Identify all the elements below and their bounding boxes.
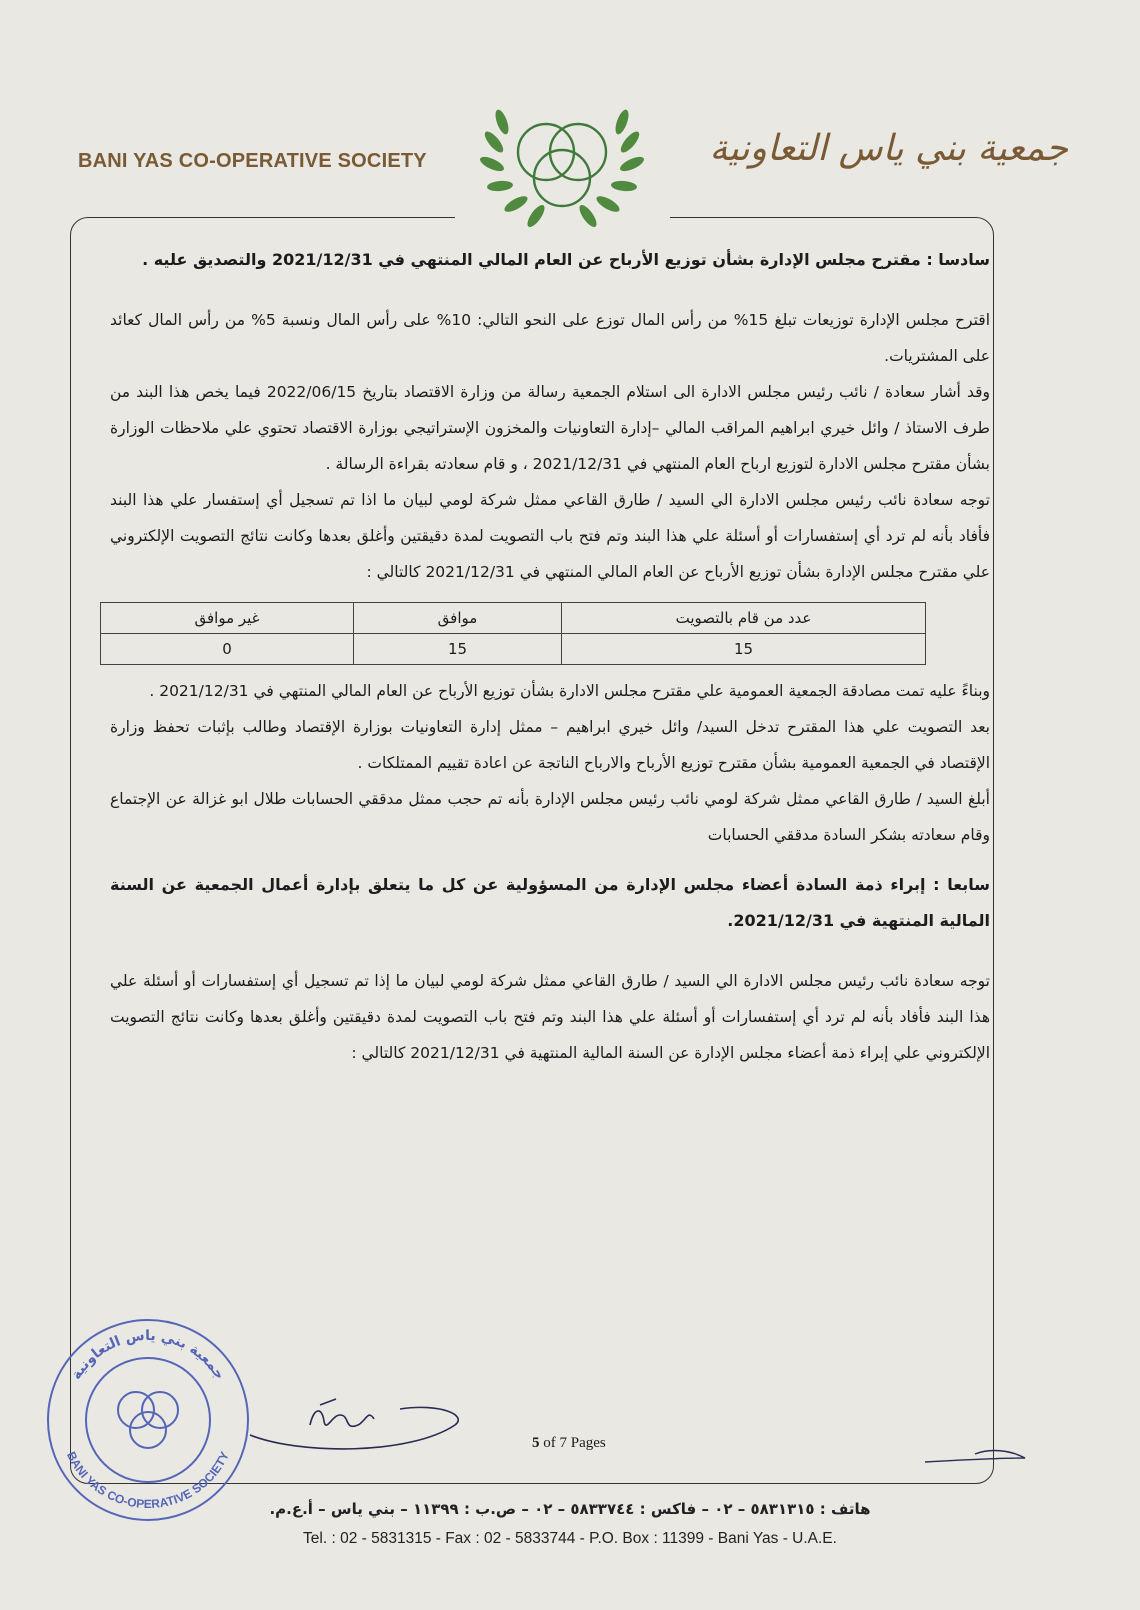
society-stamp — [38, 1310, 258, 1530]
table-cell: 0 — [101, 634, 354, 665]
page-total: of 7 Pages — [539, 1435, 606, 1451]
stamp-text-en: BANI YAS CO-OPERATIVE SOCIETY — [64, 1449, 232, 1512]
stamp-text-ar: جمعية بني ياس التعاونية — [68, 1327, 228, 1383]
section6-paragraph-2: وقد أشار سعادة / نائب رئيس مجلس الادارة الى استلام الجمعية رسالة من وزارة الاقتصاد بتاريخ 2022/06/15 فيما يخص هذا البند من طرف الاستاذ / وائل خيري ابراهيم المراقب المالي –إدارة التعاونيات والمخزون الإستراتيجي بوزارة الاقتصاد تحتوي علي ملاحظات الوزارة بشأن مقترح مجلس الادارة لتوزيع ارباح العام المنتهي في 2021/12/31 ، و قام سعادته بقراءة الرسالة . — [110, 383, 990, 473]
section6-paragraph-6: أبلغ السيد / طارق القاعي ممثل شركة لومي نائب رئيس مجلس الإدارة بأنه تم حجب ممثل مدققي الحسابات طلال ابو غزالة عن الإجتماع وقام سعادته بشكر السادة مدققي الحسابات — [110, 790, 990, 844]
footer-contact-ar: هاتف : ٥٨٣١٣١٥ – ٠٢ – فاكس : ٥٨٣٣٧٤٤ – ٠٢ – ص.ب : ١١٣٩٩ – بني ياس – أ.ع.م. — [269, 1500, 871, 1518]
header-name-ar: جمعية بني ياس التعاونية — [709, 128, 1068, 169]
signature-mark — [240, 1385, 470, 1455]
section6-paragraph-5: بعد التصويت علي هذا المقترح تدخل السيد/ وائل خيري ابراهيم – ممثل إدارة التعاونيات بوزارة الإقتصاد وطالب بإثبات تحفظ وزارة الإقتصاد في الجمعية العمومية بشأن مقترح توزيع الأرباح والارباح الناتجة عن اعادة تقييم الممتلكات . — [110, 718, 990, 772]
table-cell: 15 — [562, 634, 926, 665]
header-name-en: BANI YAS CO-OPERATIVE SOCIETY — [78, 150, 427, 172]
table-row — [101, 634, 926, 665]
table-cell: 15 — [354, 634, 562, 665]
section6-paragraph-1: اقترح مجلس الإدارة توزيعات تبلغ 15% من رأس المال توزع على النحو التالي: 10% على رأس المال ونسبة 5% من رأس المال كعائد على المشتريات. — [110, 311, 990, 365]
page-number — [532, 1435, 606, 1452]
initials-mark — [920, 1440, 1030, 1470]
section6-paragraph-4: وبناءً عليه تمت مصادقة الجمعية العمومية علي مقترح مجلس الادارة بشأن توزيع الأرباح عن العام المالي المنتهي في 2021/12/31 . — [149, 682, 990, 700]
wreath-rings-logo — [462, 92, 662, 232]
table-header-cell: عدد من قام بالتصويت — [562, 603, 926, 634]
footer-contact-en: Tel. : 02 - 5831315 - Fax : 02 - 5833744 - P.O. Box : 11399 - Bani Yas - U.A.E. — [303, 1530, 837, 1547]
votes-table — [100, 602, 926, 665]
section6-title: سادسا : مقترح مجلس الإدارة بشأن توزيع الأرباح عن العام المالي المنتهي في 2021/12/31 والتصديق عليه . — [142, 250, 990, 269]
section7-paragraph-1: توجه سعادة نائب رئيس مجلس الادارة الي السيد / طارق القاعي ممثل شركة لومي لبيان ما إذا تم تسجيل أي إستفسارات أو أسئلة علي هذا البند فأفاد بأنه لم ترد أي إستفسارات أو أسئلة علي هذا البند وتم فتح باب التصويت لمدة دقيقتين وأغلق بعدها وكانت نتائج التصويت الإلكتروني علي إبراء ذمة أعضاء مجلس الإدارة عن السنة المالية المنتهية في 2021/12/31 كالتالي : — [110, 972, 990, 1062]
document-body — [110, 242, 990, 1071]
page-current: 5 — [532, 1435, 540, 1451]
table-header-row — [101, 603, 926, 634]
section6-paragraph-3: توجه سعادة نائب رئيس مجلس الادارة الي السيد / طارق القاعي ممثل شركة لومي لبيان ما اذا تم تسجيل أي إستفسار علي هذا البند فأفاد بأنه لم ترد أي إستفسارات أو أسئلة علي هذا البند وتم فتح باب التصويت لمدة دقيقتين وأغلق بعدها وكانت نتائج التصويت الإلكتروني علي مقترح مجلس الإدارة بشأن توزيع الأرباح عن العام المالي المنتهي في 2021/12/31 كالتالي : — [110, 491, 990, 581]
section7-title: سابعا : إبراء ذمة السادة أعضاء مجلس الإدارة من المسؤولية عن كل ما يتعلق بإدارة أعمال الجمعية عن السنة المالية المنتهية في 2021/12/31. — [110, 875, 990, 930]
table-header-cell: موافق — [354, 603, 562, 634]
table-header-cell: غير موافق — [101, 603, 354, 634]
